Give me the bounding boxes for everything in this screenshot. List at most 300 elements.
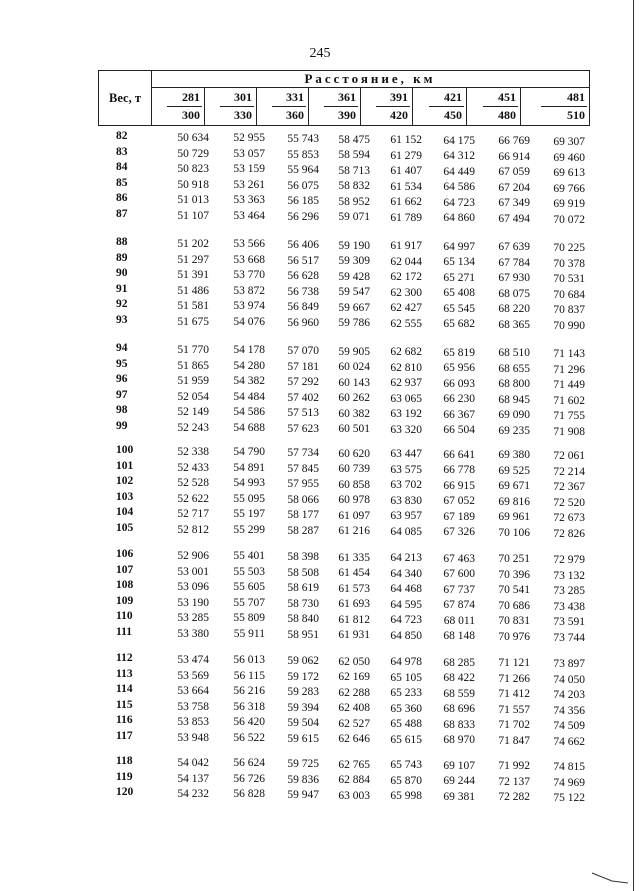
rate-cell: 56 849 xyxy=(287,301,319,314)
rate-cell: 68 655 xyxy=(498,362,530,375)
rate-cell: 73 591 xyxy=(553,616,585,629)
rate-cell: 70 990 xyxy=(553,319,585,332)
distance-range-301-330 xyxy=(205,88,257,125)
rate-cell: 53 096 xyxy=(177,581,209,593)
rate-cell: 70 072 xyxy=(553,213,585,226)
rate-cell: 62 810 xyxy=(390,361,422,374)
rate-cell: 60 382 xyxy=(338,407,370,420)
rate-cell: 57 623 xyxy=(287,422,319,435)
rate-cell: 67 600 xyxy=(443,568,475,581)
rate-cell: 65 271 xyxy=(443,271,475,284)
rate-cell: 64 340 xyxy=(390,567,422,580)
rate-cell: 63 192 xyxy=(390,408,422,421)
rate-cell: 54 232 xyxy=(177,788,209,800)
rate-cell: 51 202 xyxy=(177,238,209,250)
rate-cell: 71 557 xyxy=(498,703,530,716)
weight-cell: 85 xyxy=(116,176,128,189)
range-divider xyxy=(429,106,464,107)
rate-cell: 62 765 xyxy=(338,758,370,771)
rate-cell: 59 172 xyxy=(287,670,319,683)
rate-cell: 68 011 xyxy=(443,614,475,627)
rate-cell: 68 148 xyxy=(443,630,475,643)
weight-cell: 94 xyxy=(116,342,128,354)
weight-cell: 104 xyxy=(116,506,134,518)
rate-cell: 58 594 xyxy=(338,149,370,162)
rate-cell: 57 402 xyxy=(287,391,319,404)
rate-cell: 69 816 xyxy=(498,495,530,508)
range-divider xyxy=(376,106,410,107)
rate-cell: 61 335 xyxy=(338,551,370,564)
rate-cell: 52 054 xyxy=(177,390,209,403)
rate-cell: 60 143 xyxy=(338,376,370,389)
range-to: 420 xyxy=(390,108,408,122)
rate-cell: 58 177 xyxy=(287,509,319,522)
rate-cell: 62 527 xyxy=(338,717,370,730)
weight-cell: 108 xyxy=(116,579,134,591)
rate-cell: 69 766 xyxy=(553,182,585,195)
rate-cell: 56 628 xyxy=(287,270,319,283)
rate-cell: 58 713 xyxy=(338,164,370,177)
rate-cell: 56 960 xyxy=(287,316,319,329)
rate-cell: 52 528 xyxy=(177,477,209,489)
rate-cell: 56 738 xyxy=(287,285,319,298)
rate-cell: 59 786 xyxy=(338,317,370,330)
rate-cell: 65 998 xyxy=(390,790,422,803)
rate-cell: 51 865 xyxy=(177,359,209,372)
range-divider xyxy=(272,106,306,107)
rate-cell: 62 427 xyxy=(390,302,422,315)
rate-cell: 67 326 xyxy=(443,526,475,539)
rate-cell: 73 897 xyxy=(553,658,585,671)
rate-cell: 70 251 xyxy=(498,553,530,566)
rate-cell: 55 095 xyxy=(233,492,265,505)
rate-cell: 72 979 xyxy=(553,554,585,567)
rate-cell: 69 235 xyxy=(498,424,530,437)
rate-cell: 51 770 xyxy=(177,344,209,356)
rate-cell: 59 725 xyxy=(287,758,319,771)
weight-cell: 117 xyxy=(116,729,133,742)
range-divider xyxy=(324,106,358,107)
rate-cell: 64 723 xyxy=(443,196,475,209)
rate-cell: 54 586 xyxy=(233,406,265,419)
rate-cell: 67 639 xyxy=(498,241,530,254)
rate-cell: 67 349 xyxy=(498,197,530,210)
rate-cell: 56 185 xyxy=(287,195,319,208)
rate-cell: 53 285 xyxy=(177,612,209,624)
rate-cell: 61 454 xyxy=(338,567,370,580)
weight-cell: 82 xyxy=(116,130,128,142)
rate-cell: 69 381 xyxy=(443,790,475,803)
rate-cell: 53 668 xyxy=(233,253,265,266)
rate-cell: 55 503 xyxy=(233,565,265,578)
rate-cell: 63 575 xyxy=(390,463,422,476)
weight-cell: 102 xyxy=(116,475,134,487)
rate-cell: 68 945 xyxy=(498,393,530,406)
rate-cell: 58 066 xyxy=(287,493,319,506)
rate-cell: 59 283 xyxy=(287,686,319,699)
rate-cell: 51 297 xyxy=(177,253,209,266)
rate-cell: 60 858 xyxy=(338,478,370,491)
rate-cell: 59 062 xyxy=(287,655,319,668)
rate-cell: 66 915 xyxy=(443,479,475,492)
rate-cell: 70 541 xyxy=(498,584,530,597)
rate-cell: 67 874 xyxy=(443,599,475,612)
rate-cell: 73 285 xyxy=(553,585,585,598)
rate-cell: 62 288 xyxy=(338,686,370,699)
rate-cell: 54 042 xyxy=(177,757,209,769)
weight-cell: 115 xyxy=(116,698,133,711)
rate-cell: 59 428 xyxy=(338,270,370,283)
distance-range-361-390 xyxy=(309,88,361,125)
rate-cell: 72 367 xyxy=(553,481,585,494)
rate-cell: 69 919 xyxy=(553,198,585,211)
rate-cell: 64 997 xyxy=(443,240,475,253)
rate-cell: 53 974 xyxy=(233,300,265,313)
rate-cell: 61 407 xyxy=(390,165,422,178)
rate-cell: 52 717 xyxy=(177,508,209,520)
rate-cell: 55 964 xyxy=(287,164,319,177)
rate-cell: 74 969 xyxy=(553,776,585,789)
rate-cell: 72 282 xyxy=(498,791,530,804)
page-edge-line xyxy=(633,0,634,891)
rate-cell: 63 003 xyxy=(338,789,370,802)
distance-range-331-360 xyxy=(257,88,309,125)
rate-cell: 64 723 xyxy=(390,614,422,627)
rate-cell: 56 318 xyxy=(233,700,265,713)
weight-cell: 93 xyxy=(116,313,128,326)
rate-cell: 74 509 xyxy=(553,720,585,733)
rate-cell: 56 013 xyxy=(233,654,265,667)
weight-cell: 89 xyxy=(116,251,128,264)
rate-cell: 56 216 xyxy=(233,685,265,698)
rate-cell: 54 993 xyxy=(233,477,265,490)
weight-column-header: Вес, т xyxy=(99,71,152,125)
rate-cell: 72 214 xyxy=(553,465,585,478)
range-to: 360 xyxy=(286,108,304,122)
rate-cell: 63 957 xyxy=(390,510,422,523)
rate-cell: 72 826 xyxy=(553,527,585,540)
rate-cell: 72 673 xyxy=(553,512,585,525)
rate-cell: 68 422 xyxy=(443,672,475,685)
rate-cell: 57 070 xyxy=(287,345,319,358)
rate-cell: 70 531 xyxy=(553,273,585,286)
rate-cell: 60 739 xyxy=(338,463,370,476)
rate-cell: 68 075 xyxy=(498,287,530,300)
weight-cell: 107 xyxy=(116,563,134,576)
rate-cell: 53 872 xyxy=(233,284,265,297)
rate-cell: 66 093 xyxy=(443,377,475,390)
rate-cell: 60 501 xyxy=(338,423,370,436)
rate-cell: 70 225 xyxy=(553,242,585,255)
rate-cell: 51 581 xyxy=(177,300,209,312)
rate-cell: 64 978 xyxy=(390,656,422,669)
rate-cell: 61 789 xyxy=(390,211,422,224)
rate-cell: 59 836 xyxy=(287,773,319,786)
weight-cell: 113 xyxy=(116,667,133,680)
rate-cell: 67 059 xyxy=(498,166,530,179)
rate-cell: 65 488 xyxy=(390,718,422,731)
rate-cell: 64 312 xyxy=(443,150,475,163)
rate-cell: 53 948 xyxy=(177,731,209,744)
rate-cell: 63 320 xyxy=(390,423,422,436)
rate-cell: 57 513 xyxy=(287,407,319,420)
rate-cell: 74 050 xyxy=(553,673,585,686)
range-divider xyxy=(483,106,518,107)
rate-cell: 67 189 xyxy=(443,510,475,523)
rate-cell: 68 285 xyxy=(443,656,475,669)
rate-cell: 51 959 xyxy=(177,375,209,387)
rate-cell: 50 729 xyxy=(177,147,209,160)
rate-cell: 73 438 xyxy=(553,600,585,613)
rate-cell: 50 823 xyxy=(177,163,209,175)
range-to: 480 xyxy=(498,108,516,122)
rate-cell: 66 778 xyxy=(443,464,475,477)
rate-cell: 66 641 xyxy=(443,448,475,461)
weight-cell: 95 xyxy=(116,357,128,370)
weight-cell: 119 xyxy=(116,770,133,783)
rate-cell: 65 408 xyxy=(443,287,475,300)
rate-cell: 64 468 xyxy=(390,583,422,596)
rate-cell: 65 743 xyxy=(390,759,422,772)
rate-cell: 59 615 xyxy=(287,732,319,745)
rate-cell: 58 287 xyxy=(287,524,319,537)
rate-cell: 73 132 xyxy=(553,569,585,582)
rate-cell: 74 815 xyxy=(553,761,585,774)
rate-cell: 53 363 xyxy=(233,194,265,207)
rate-cell: 70 378 xyxy=(553,257,585,270)
rate-cell: 65 870 xyxy=(390,774,422,787)
rate-cell: 70 106 xyxy=(498,526,530,539)
rate-cell: 52 149 xyxy=(177,406,209,418)
rate-cell: 71 847 xyxy=(498,734,530,747)
weight-cell: 99 xyxy=(116,419,128,432)
rate-cell: 73 744 xyxy=(553,631,585,644)
rate-cell: 58 832 xyxy=(338,180,370,193)
weight-cell: 96 xyxy=(116,373,128,385)
rate-cell: 55 707 xyxy=(233,596,265,609)
range-to: 330 xyxy=(234,108,252,122)
distance-range-451-480 xyxy=(467,88,521,125)
rate-cell: 52 622 xyxy=(177,492,209,505)
weight-cell: 100 xyxy=(116,444,134,456)
rate-cell: 71 602 xyxy=(553,394,585,407)
rate-cell: 61 279 xyxy=(390,149,422,162)
rate-cell: 71 143 xyxy=(553,348,585,361)
rate-cell: 72 137 xyxy=(498,775,530,788)
rate-cell: 55 197 xyxy=(233,508,265,521)
rate-cell: 59 905 xyxy=(338,345,370,358)
rate-cell: 57 181 xyxy=(287,360,319,373)
rate-cell: 53 664 xyxy=(177,685,209,697)
rate-cell: 65 105 xyxy=(390,671,422,684)
rate-cell: 56 624 xyxy=(233,757,265,770)
weight-cell: 116 xyxy=(116,714,133,726)
rate-cell: 56 296 xyxy=(287,210,319,223)
rate-cell: 57 845 xyxy=(287,462,319,475)
weight-cell: 97 xyxy=(116,388,128,401)
rate-cell: 68 510 xyxy=(498,347,530,360)
rate-cell: 69 307 xyxy=(553,136,585,149)
rate-cell: 65 233 xyxy=(390,687,422,700)
weight-cell: 83 xyxy=(116,145,128,158)
weight-cell: 118 xyxy=(116,755,133,767)
range-to: 390 xyxy=(338,108,356,122)
range-from: 391 xyxy=(390,90,408,104)
rate-cell: 51 391 xyxy=(177,269,209,281)
rate-cell: 58 398 xyxy=(287,551,319,564)
range-from: 331 xyxy=(286,90,304,104)
rate-cell: 58 508 xyxy=(287,566,319,579)
rate-cell: 58 730 xyxy=(287,597,319,610)
rate-cell: 54 891 xyxy=(233,461,265,474)
rate-cell: 69 525 xyxy=(498,464,530,477)
rate-cell: 61 662 xyxy=(390,196,422,209)
rate-cell: 57 292 xyxy=(287,376,319,389)
range-from: 481 xyxy=(567,90,585,104)
rate-cell: 56 420 xyxy=(233,716,265,729)
rate-cell: 66 914 xyxy=(498,150,530,163)
rate-cell: 68 220 xyxy=(498,303,530,316)
rate-cell: 62 172 xyxy=(390,271,422,284)
weight-cell: 114 xyxy=(116,683,133,695)
rate-cell: 54 280 xyxy=(233,359,265,372)
rate-cell: 55 743 xyxy=(287,133,319,146)
rate-cell: 51 107 xyxy=(177,209,209,222)
rate-cell: 52 338 xyxy=(177,446,209,458)
rate-cell: 59 071 xyxy=(338,211,370,224)
rate-cell: 60 978 xyxy=(338,494,370,507)
rate-cell: 58 952 xyxy=(338,195,370,208)
rate-cell: 52 243 xyxy=(177,421,209,434)
rate-cell: 71 992 xyxy=(498,760,530,773)
rate-cell: 62 555 xyxy=(390,317,422,330)
rate-cell: 58 619 xyxy=(287,582,319,595)
weight-cell: 106 xyxy=(116,548,134,560)
rate-cell: 63 702 xyxy=(390,479,422,492)
rate-cell: 60 262 xyxy=(338,392,370,405)
rate-cell: 53 770 xyxy=(233,269,265,282)
rate-cell: 62 408 xyxy=(338,702,370,715)
rate-cell: 59 190 xyxy=(338,239,370,252)
rate-cell: 69 107 xyxy=(443,759,475,772)
rate-cell: 50 918 xyxy=(177,178,209,191)
rate-cell: 70 684 xyxy=(553,288,585,301)
rate-cell: 54 382 xyxy=(233,375,265,388)
table-header xyxy=(98,70,590,126)
rate-cell: 64 595 xyxy=(390,598,422,611)
rate-cell: 53 474 xyxy=(177,654,209,666)
rate-cell: 67 737 xyxy=(443,583,475,596)
rate-cell: 69 613 xyxy=(553,167,585,180)
rate-cell: 54 484 xyxy=(233,390,265,403)
weight-cell: 92 xyxy=(116,298,128,310)
rate-cell: 71 755 xyxy=(553,410,585,423)
rate-cell: 55 911 xyxy=(233,627,265,640)
rate-cell: 64 449 xyxy=(443,165,475,178)
rate-cell: 54 688 xyxy=(233,421,265,434)
range-from: 301 xyxy=(234,90,252,104)
rate-cell: 51 013 xyxy=(177,194,209,206)
rate-cell: 67 494 xyxy=(498,212,530,225)
weight-cell: 88 xyxy=(116,236,128,248)
rate-cell: 51 675 xyxy=(177,315,209,328)
rate-cell: 71 702 xyxy=(498,719,530,732)
range-from: 281 xyxy=(182,90,200,104)
rate-cell: 74 356 xyxy=(553,704,585,717)
weight-cell: 84 xyxy=(116,161,128,173)
rate-cell: 65 615 xyxy=(390,733,422,746)
range-divider xyxy=(167,106,202,107)
rate-cell: 55 401 xyxy=(233,550,265,563)
rate-cell: 53 569 xyxy=(177,669,209,682)
rate-cell: 66 504 xyxy=(443,424,475,437)
rate-cell: 59 504 xyxy=(287,717,319,730)
rate-cell: 64 085 xyxy=(390,525,422,538)
weight-cell: 86 xyxy=(116,192,128,204)
rate-cell: 66 769 xyxy=(498,135,530,148)
rate-cell: 69 244 xyxy=(443,775,475,788)
rate-cell: 63 065 xyxy=(390,392,422,405)
rate-cell: 67 930 xyxy=(498,272,530,285)
rate-cell: 52 433 xyxy=(177,461,209,474)
rate-cell: 61 534 xyxy=(390,180,422,193)
weight-cell: 87 xyxy=(116,207,128,220)
range-from: 421 xyxy=(444,90,462,104)
distance-range-421-450 xyxy=(413,88,467,125)
rate-cell: 56 517 xyxy=(287,254,319,267)
rate-cell: 54 178 xyxy=(233,344,265,357)
rate-cell: 74 203 xyxy=(553,689,585,702)
rate-cell: 55 853 xyxy=(287,148,319,161)
rate-cell: 62 300 xyxy=(390,286,422,299)
rate-cell: 64 850 xyxy=(390,629,422,642)
rate-cell: 68 970 xyxy=(443,734,475,747)
rate-cell: 62 682 xyxy=(390,346,422,359)
rate-cell: 68 696 xyxy=(443,703,475,716)
rate-cell: 67 784 xyxy=(498,256,530,269)
distance-range-281-300 xyxy=(151,88,205,125)
rate-cell: 65 545 xyxy=(443,302,475,315)
rate-cell: 62 937 xyxy=(390,377,422,390)
rate-cell: 53 261 xyxy=(233,178,265,191)
rate-cell: 59 547 xyxy=(338,286,370,299)
rate-cell: 65 360 xyxy=(390,702,422,715)
weight-cell: 103 xyxy=(116,490,134,503)
rate-cell: 72 061 xyxy=(553,450,585,463)
rate-cell: 62 169 xyxy=(338,671,370,684)
rate-cell: 52 906 xyxy=(177,550,209,562)
weight-cell: 110 xyxy=(116,610,133,622)
rate-cell: 71 908 xyxy=(553,425,585,438)
rate-cell: 56 406 xyxy=(287,239,319,252)
range-from: 451 xyxy=(498,90,516,104)
range-to: 510 xyxy=(567,108,585,122)
page-number: 245 xyxy=(309,46,331,61)
rate-cell: 54 137 xyxy=(177,772,209,785)
rate-cell: 66 367 xyxy=(443,408,475,421)
rate-cell: 53 853 xyxy=(177,716,209,728)
weight-cell: 90 xyxy=(116,267,128,279)
rate-cell: 69 380 xyxy=(498,449,530,462)
rate-cell: 67 463 xyxy=(443,552,475,565)
rate-cell: 56 726 xyxy=(233,772,265,785)
rate-cell: 52 812 xyxy=(177,523,209,536)
weight-cell: 98 xyxy=(116,404,128,416)
rate-cell: 69 090 xyxy=(498,409,530,422)
rate-cell: 69 460 xyxy=(553,151,585,164)
weight-cell: 101 xyxy=(116,459,134,472)
rate-cell: 64 586 xyxy=(443,181,475,194)
